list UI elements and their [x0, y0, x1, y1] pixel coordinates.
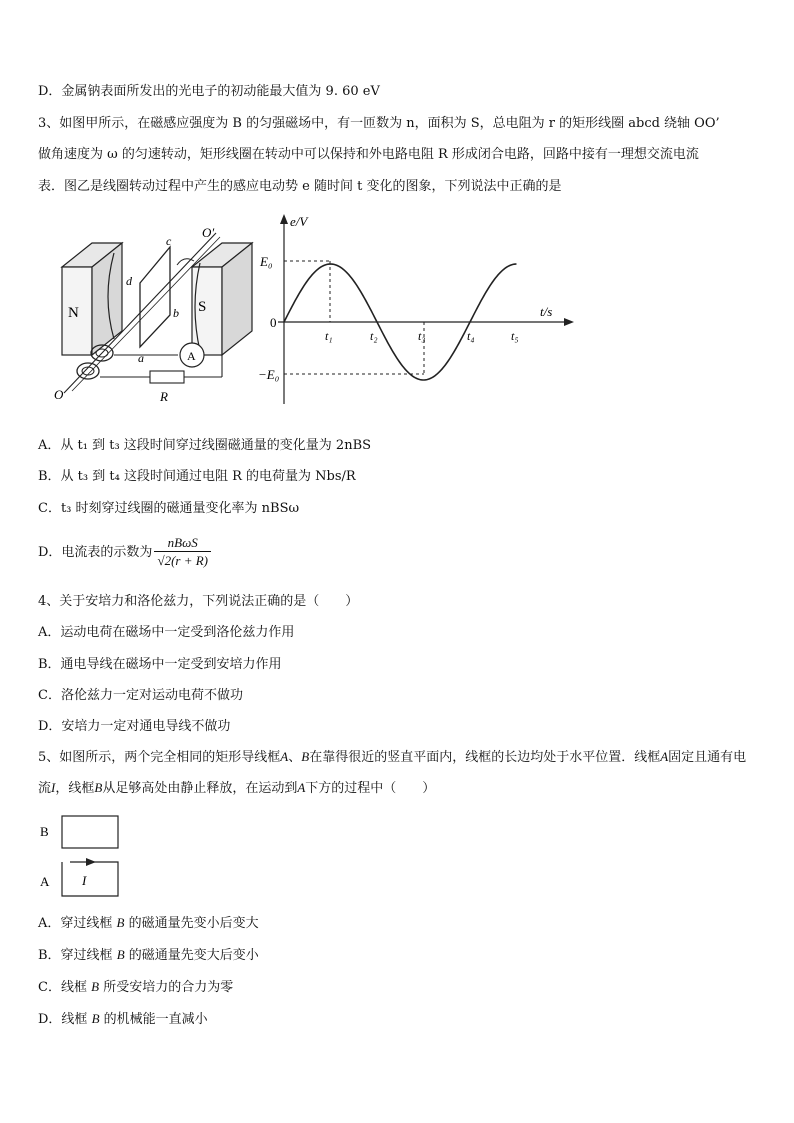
label-n: N — [68, 305, 79, 321]
q5-option-c-b: B — [91, 979, 100, 994]
label-e0: E₀ — [260, 254, 273, 269]
resistor-r — [150, 371, 184, 383]
frame-b — [62, 816, 118, 848]
q2-option-d: D．金属钠表面所发出的光电子的初动能最大值为 9. 60 eV — [38, 84, 380, 99]
q5-figure-frames — [36, 812, 136, 902]
q5-option-d — [38, 1010, 208, 1029]
q5-frame-a-ref-3: A — [297, 780, 306, 795]
q5-option-b-b: B — [116, 947, 125, 962]
frame-a — [62, 862, 118, 896]
q4-option-a: A．运动电荷在磁场中一定受到洛伦兹力作用 — [38, 625, 295, 640]
q5-option-c-part1: C．线框 — [38, 980, 87, 995]
tick-t4: t₄ — [467, 329, 475, 343]
label-r: R — [160, 389, 168, 404]
q4-option-c: C．洛伦兹力一定对运动电荷不做功 — [38, 688, 243, 703]
label-zero: 0 — [270, 315, 277, 330]
q5-option-b-part1: B．穿过线框 — [38, 948, 113, 963]
label-neg-e0: −E₀ — [258, 367, 280, 382]
q5-stem-part2: 在靠得很近的竖直平面内，线框的长边均处于水平位置．线框 — [309, 750, 661, 765]
q3-option-d — [38, 533, 211, 573]
q5-option-a-part1: A．穿过线框 — [38, 916, 113, 931]
q5-frame-b-ref: B — [301, 749, 310, 764]
q3-option-b: B．从 t₃ 到 t₄ 这段时间通过电阻 R 的电荷量为 Nbs/R — [38, 469, 356, 484]
tick-t2: t₂ — [370, 329, 378, 343]
axis-label-e: e/V — [290, 214, 308, 229]
label-b: b — [173, 306, 179, 320]
current-arrow — [86, 858, 96, 866]
tick-t5: t₅ — [511, 329, 519, 343]
q3-stem-line3: 表．图乙是线圈转动过程中产生的感应电动势 e 随时间 t 变化的图象，下列说法中正确的是 — [38, 179, 562, 194]
label-oprime: O′ — [202, 225, 215, 240]
q5-option-d-b: B — [91, 1011, 100, 1026]
q4-option-d: D．安培力一定对通电导线不做功 — [38, 719, 231, 734]
q5-option-a-b: B — [116, 915, 125, 930]
q5-option-d-part2: 的机械能一直减小 — [103, 1012, 208, 1027]
q5-option-b-part2: 的磁通量先变大后变小 — [128, 948, 259, 963]
q5-stem-part5: 从足够高处由静止释放，在运动到 — [102, 781, 298, 796]
q3-figure-generator — [52, 205, 282, 405]
q5-frame-a-ref: A — [280, 749, 289, 764]
ammeter-reading-fraction — [154, 535, 211, 570]
q5-stem-part6: 下方的过程中（ ） — [305, 781, 436, 796]
label-c: c — [166, 234, 172, 248]
q5-option-a — [38, 914, 259, 933]
q3-option-d-prefix: D．电流表的示数为 — [38, 545, 153, 560]
q3-figure-et-graph — [258, 210, 578, 406]
label-d: d — [126, 274, 132, 288]
fraction-numerator: nBωS — [154, 535, 211, 552]
label-current-i: I — [82, 873, 87, 888]
q5-option-c-part2: 所受安培力的合力为零 — [103, 980, 234, 995]
label-ammeter: A — [187, 349, 196, 363]
q3-stem-line2: 做角速度为 ω 的匀速转动，矩形线圈在转动中可以保持和外电路电阻 R 形成闭合电路，回路中接有一理想交流电流 — [38, 147, 699, 162]
q5-stem-part1: 5、如图所示，两个完全相同的矩形导线框 — [38, 750, 281, 765]
label-s: S — [198, 299, 207, 315]
q3-option-c: C．t₃ 时刻穿过线圈的磁通量变化率为 nBSω — [38, 501, 300, 516]
q5-stem-part3: 固定且通有电流 — [38, 750, 747, 796]
label-o: O — [54, 387, 64, 402]
q5-frame-a-ref-2: A — [660, 749, 669, 764]
q5-stem — [38, 742, 758, 804]
q5-option-d-part1: D．线框 — [38, 1012, 88, 1027]
q5-frame-b-ref-2: B — [94, 780, 103, 795]
q5-option-a-part2: 的磁通量先变小后变大 — [128, 916, 259, 931]
label-frame-a: A — [40, 874, 50, 889]
q3-stem-line1: 3、如图甲所示，在磁感应强度为 B 的匀强磁场中，有一匝数为 n，面积为 S，总电阻为 r 的矩形线圈 abcd 绕轴 OO’ — [38, 116, 720, 131]
q5-separator: 、 — [288, 750, 302, 765]
fraction-denominator: √2(r + R) — [157, 553, 209, 568]
label-a: a — [138, 351, 144, 365]
q5-option-c — [38, 978, 233, 997]
q5-stem-part4: ，线框 — [55, 781, 95, 796]
q3-option-a: A．从 t₁ 到 t₃ 这段时间穿过线圈磁通量的变化量为 2nBS — [38, 438, 372, 453]
tick-t3: t₃ — [418, 329, 426, 343]
q5-option-b — [38, 946, 259, 965]
q4-stem: 4、关于安培力和洛伦兹力，下列说法正确的是（ ） — [38, 594, 359, 609]
axis-label-t: t/s — [540, 304, 553, 319]
q5-current-ref: I — [51, 780, 56, 795]
q4-option-b: B．通电导线在磁场中一定受到安培力作用 — [38, 657, 282, 672]
tick-t1: t₁ — [325, 329, 333, 343]
label-frame-b: B — [40, 824, 49, 839]
